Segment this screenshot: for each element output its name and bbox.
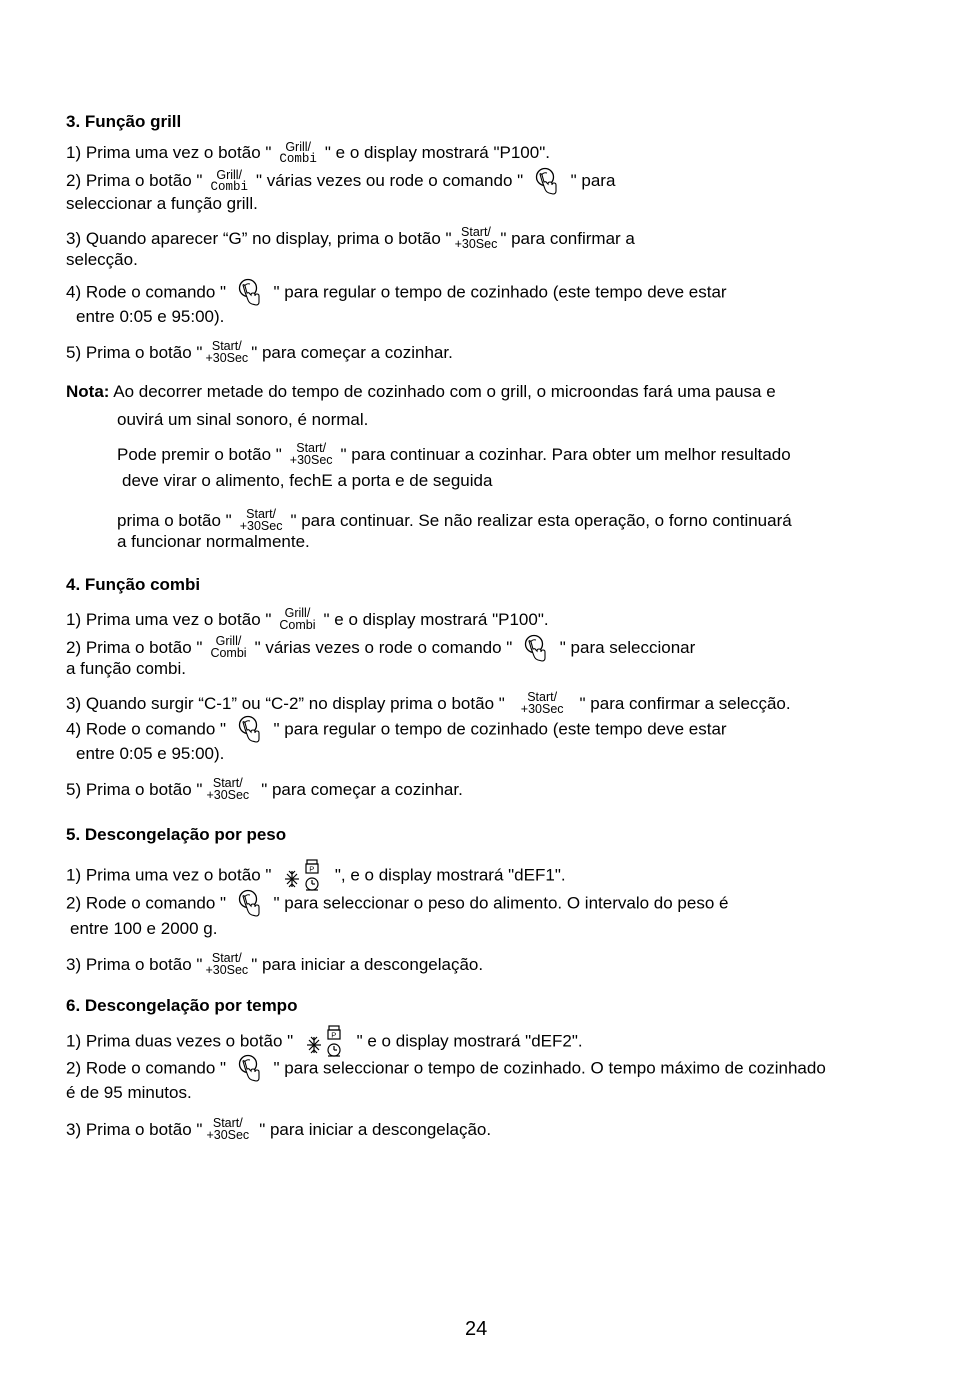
combi-step-5: [66, 773, 463, 800]
step-text: 4) Rode o comando ": [66, 282, 227, 302]
step-text: 3) Prima o botão ": [66, 1120, 203, 1139]
start-30sec-button-label: [290, 442, 333, 466]
defrost-weight-step-1: [66, 859, 566, 893]
note-line-3: [117, 438, 791, 465]
button-label-top: Start/: [212, 1116, 243, 1130]
button-label-top: Start/: [461, 225, 491, 239]
note-text: " para continuar. Se não realizar esta operação, o forno continuará: [290, 511, 792, 530]
note-text: " para continuar a cozinhar. Para obter um melhor resultado: [340, 445, 791, 464]
step-text: " para seleccionar o tempo de cozinhado. O tempo máximo de cozinhado: [273, 1058, 826, 1078]
step-text: " e o display mostrará "dEF2".: [356, 1031, 583, 1051]
dial-knob-icon: [523, 634, 549, 664]
grill-combi-button-label: [210, 169, 248, 193]
button-label-bottom: Combi: [279, 152, 317, 166]
section-title-defrost-weight: 5. Descongelação por peso: [66, 825, 287, 844]
step-text: " para confirmar a selecção.: [579, 694, 791, 713]
step-text: " para começar a cozinhar.: [261, 780, 463, 799]
dial-knob-icon: [237, 1054, 263, 1084]
grill-combi-button-label: [279, 607, 315, 631]
grill-combi-button-label: [210, 635, 246, 659]
grill-combi-button-label: [279, 141, 317, 165]
button-label-bottom: +30Sec: [206, 1128, 250, 1142]
step-text: " para iniciar a descongelação.: [251, 955, 484, 974]
step-text: 2) Rode o comando ": [66, 1058, 227, 1078]
step-text: " para regular o tempo de cozinhado (este tempo deve estar: [273, 719, 727, 739]
button-label-bottom: +30Sec: [454, 237, 498, 251]
step-text: 1) Prima uma vez o botão ": [66, 610, 272, 629]
dial-knob-icon: [237, 278, 263, 308]
step-text: 2) Rode o comando ": [66, 893, 227, 913]
note-text: prima o botão ": [117, 511, 232, 530]
step-text: " para seleccionar: [559, 638, 696, 657]
button-label-bottom: +30Sec: [289, 453, 333, 467]
button-label-top: Grill/: [216, 168, 243, 182]
start-30sec-button-label: [521, 691, 564, 715]
step-text: " várias vezes o rode o comando ": [254, 638, 513, 657]
step-text: 1) Prima duas vezes o botão ": [66, 1031, 294, 1051]
button-label-bottom: Combi: [210, 180, 248, 194]
step-text: " e o display mostrará "P100".: [323, 610, 549, 629]
step-text: " para seleccionar o peso do alimento. O intervalo do peso é: [273, 893, 729, 913]
button-label-bottom: +30Sec: [520, 702, 564, 716]
step-text: " para regular o tempo de cozinhado (este tempo deve estar: [273, 282, 727, 302]
combi-step-3: [66, 687, 791, 714]
note-line-1: [66, 382, 776, 402]
note-text: Ao decorrer metade do tempo de cozinhado com o grill, o microondas fará uma pausa e: [113, 382, 776, 401]
defrost-time-step-2: [66, 1054, 826, 1084]
page-number: 24: [465, 1318, 488, 1340]
button-label-top: Start/: [211, 951, 242, 965]
combi-step-1: [66, 603, 549, 630]
combi-step-2-cont: a função combi.: [66, 659, 187, 678]
svg-text:P: P: [331, 1030, 337, 1040]
button-label-bottom: +30Sec: [205, 351, 249, 365]
section-title-grill: 3. Função grill: [66, 112, 182, 131]
step-text: 5) Prima o botão ": [66, 780, 203, 799]
note-line-2: ouvirá um sinal sonoro, é normal.: [117, 410, 369, 429]
step-text: 4) Rode o comando ": [66, 719, 227, 739]
button-label-top: Start/: [211, 339, 242, 353]
step-text: 2) Prima o botão ": [66, 171, 203, 190]
dial-knob-icon: [534, 167, 560, 197]
section-title-defrost-time: 6. Descongelação por tempo: [66, 996, 298, 1015]
start-30sec-button-label: [206, 777, 249, 801]
step-text: 3) Quando surgir “C-1” ou “C-2” no display prima o botão ": [66, 694, 505, 713]
step-text: 3) Quando aparecer “G” no display, prima o botão ": [66, 229, 452, 248]
button-label-top: Start/: [212, 776, 243, 790]
step-text: 1) Prima uma vez o botão ": [66, 143, 272, 162]
button-label-top: Start/: [246, 507, 277, 521]
button-label-top: Grill/: [284, 606, 311, 620]
start-30sec-button-label: [205, 340, 248, 364]
button-label-bottom: +30Sec: [239, 519, 283, 533]
step-text: " para: [570, 171, 616, 190]
defrost-time-step-3: [66, 1113, 491, 1140]
section-title-combi: 4. Função combi: [66, 575, 201, 594]
note-line-6: a funcionar normalmente.: [117, 532, 310, 551]
start-30sec-button-label: [206, 1117, 249, 1141]
step-text: " para começar a cozinhar.: [251, 343, 453, 362]
svg-text:P: P: [309, 864, 315, 874]
defrost-time-step-2-cont: é de 95 minutos.: [66, 1083, 192, 1102]
button-label-top: Start/: [527, 690, 558, 704]
step-text: 3) Prima o botão ": [66, 955, 203, 974]
step-text: " várias vezes ou rode o comando ": [255, 171, 524, 190]
note-line-4: deve virar o alimento, fechE a porta e de seguida: [122, 471, 493, 490]
combi-step-4-cont: entre 0:05 e 95:00).: [76, 744, 225, 763]
step-text: " para confirmar a: [500, 229, 635, 248]
grill-step-3: [66, 222, 635, 249]
step-text: 1) Prima uma vez o botão ": [66, 865, 272, 885]
grill-step-4-cont: entre 0:05 e 95:00).: [76, 307, 225, 326]
button-label-bottom: +30Sec: [205, 963, 249, 977]
defrost-weight-step-2: [66, 889, 728, 919]
button-label-bottom: +30Sec: [206, 788, 250, 802]
grill-step-2: [66, 165, 615, 197]
dial-knob-icon: [237, 715, 263, 745]
note-line-5: [117, 504, 792, 531]
defrost-weight-step-2-cont: entre 100 e 2000 g.: [70, 919, 218, 938]
note-text: Pode premir o botão ": [117, 445, 282, 464]
step-text: 5) Prima o botão ": [66, 343, 203, 362]
start-30sec-button-label: [205, 952, 248, 976]
grill-step-4: [66, 278, 727, 308]
start-30sec-button-label: [240, 508, 283, 532]
dial-knob-icon: [237, 889, 263, 919]
step-text: " para iniciar a descongelação.: [259, 1120, 492, 1139]
step-text: " e o display mostrará "P100".: [324, 143, 550, 162]
grill-step-3-cont: selecção.: [66, 250, 138, 269]
button-label-bottom: Combi: [279, 618, 316, 632]
button-label-top: Grill/: [285, 140, 312, 154]
combi-step-4: [66, 715, 727, 745]
start-30sec-button-label: [455, 226, 498, 250]
defrost-weight-time-icon: [282, 859, 324, 893]
button-label-top: Grill/: [215, 634, 242, 648]
grill-step-1: [66, 137, 550, 166]
grill-step-2-cont: seleccionar a função grill.: [66, 194, 258, 213]
grill-step-5: [66, 336, 453, 363]
defrost-weight-step-3: [66, 948, 483, 975]
note-label: Nota:: [66, 382, 110, 401]
button-label-bottom: Combi: [210, 646, 247, 660]
step-text: 2) Prima o botão ": [66, 638, 203, 657]
step-text: ", e o display mostrará "dEF1".: [334, 865, 566, 885]
button-label-top: Start/: [296, 441, 327, 455]
